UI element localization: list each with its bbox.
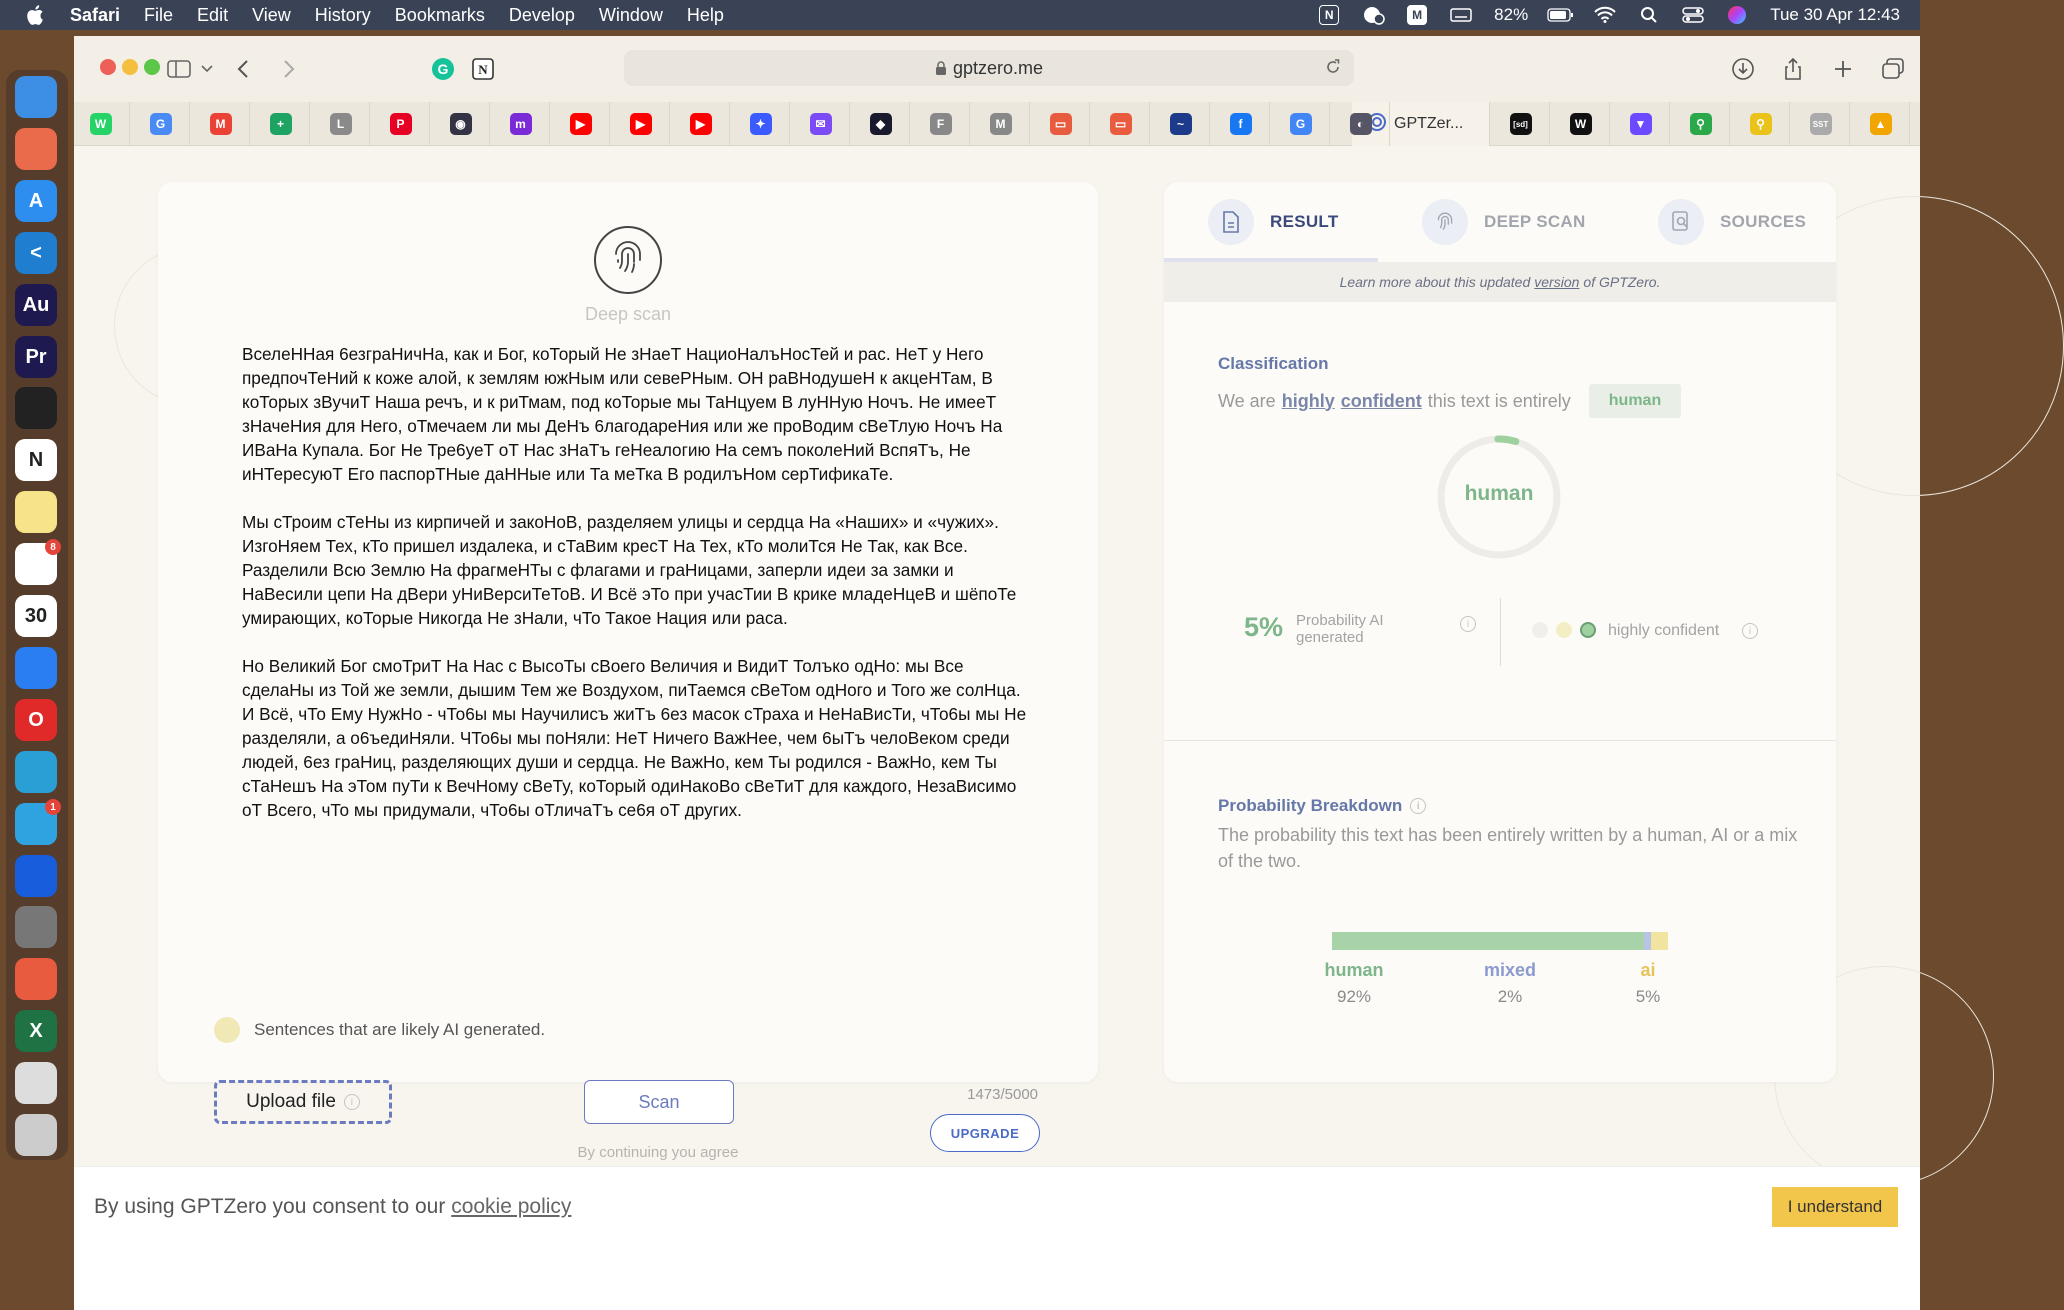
pinned-tab-speakerdeck-2[interactable]	[1092, 102, 1150, 146]
classification-sentence	[1218, 384, 1681, 418]
whatsapp-favicon-icon: W	[90, 113, 112, 135]
terms-agreement-text: By continuing you agree	[577, 1144, 739, 1161]
dock	[6, 70, 68, 1160]
dock-reminders-icon[interactable]	[15, 543, 57, 585]
pinned-tab-whatsapp[interactable]	[72, 102, 130, 146]
deep-scan-button[interactable]	[594, 226, 662, 294]
tab-result[interactable]	[1208, 182, 1339, 262]
tab-sources-label: SOURCES	[1720, 212, 1807, 231]
breakdown-segment-mixed	[1644, 932, 1651, 950]
deep-scan-label: Deep scan	[584, 304, 672, 324]
upgrade-button[interactable]: UPGRADE	[930, 1114, 1040, 1152]
pinned-tab-speakerdeck-1[interactable]	[1032, 102, 1090, 146]
pinned-tab-warning-app[interactable]	[1852, 102, 1910, 146]
version-info-text: Learn more about this updated	[1339, 274, 1531, 290]
spotlight-search-icon[interactable]	[1638, 6, 1660, 24]
cookie-consent-text	[94, 1195, 571, 1219]
facebook-favicon-icon: f	[1230, 113, 1252, 135]
probability-breakdown-description: The probability this text has been entirely written by a human, AI or a mix of the two.	[1218, 825, 1798, 871]
apple-icon[interactable]	[26, 5, 48, 25]
youtube-3-favicon-icon: ▶	[690, 113, 712, 135]
donut-label: human	[1464, 482, 1534, 505]
medium-favicon-icon: M	[990, 113, 1012, 135]
pinned-tab-messenger[interactable]	[792, 102, 850, 146]
search-green-favicon-icon: ⚲	[1690, 113, 1712, 135]
forward-icon[interactable]	[276, 56, 302, 82]
confidence-dot-high	[1580, 622, 1596, 638]
highly-link[interactable]: highly	[1281, 390, 1335, 411]
pinned-tab-spark[interactable]	[732, 102, 790, 146]
pinned-tab-eye-app[interactable]	[432, 102, 490, 146]
menu-window[interactable]: Window	[598, 4, 663, 25]
upload-file-label: Upload file	[246, 1091, 336, 1112]
dock-notification-badge: 8	[45, 539, 61, 555]
sd-app-favicon-icon: [sd]	[1510, 113, 1532, 135]
dock-opera-icon[interactable]: O	[15, 699, 57, 741]
dock-calendar-icon[interactable]: 30	[15, 595, 57, 637]
dock-notes-icon[interactable]	[15, 491, 57, 533]
sst-app-favicon-icon: SST	[1810, 113, 1832, 135]
dock-premiere-icon[interactable]: Pr	[15, 336, 57, 378]
dock-trash-icon[interactable]	[15, 1114, 57, 1156]
breakdown-human-label: human	[1324, 960, 1384, 980]
pinned-tab-medium[interactable]	[972, 102, 1030, 146]
pinned-tab-sheets-plus[interactable]	[252, 102, 310, 146]
pinned-tab-facebook[interactable]	[1212, 102, 1270, 146]
svg-text:G: G	[437, 61, 449, 77]
wikipedia-favicon-icon: W	[1570, 113, 1592, 135]
tab-deep-scan[interactable]	[1422, 182, 1586, 262]
breakdown-ai-value: 5%	[1635, 987, 1661, 1006]
lock-icon	[935, 61, 947, 75]
pinned-tab-pinterest[interactable]	[372, 102, 430, 146]
zoom-window-button[interactable]	[144, 59, 160, 75]
speakerdeck-2-favicon-icon: ▭	[1110, 113, 1132, 135]
breakdown-human-value: 92%	[1336, 987, 1372, 1006]
wifi-icon[interactable]	[1594, 6, 1616, 24]
results-panel	[1164, 182, 1836, 1082]
cookie-policy-link[interactable]: cookie policy	[451, 1195, 572, 1218]
pinned-tab-dark-app[interactable]	[852, 102, 910, 146]
dock-telegram-icon[interactable]	[15, 803, 57, 845]
ai-probability-label: Probability AI generated	[1296, 612, 1384, 646]
downloads-icon[interactable]	[1730, 56, 1756, 82]
info-icon[interactable]: i	[1410, 798, 1426, 814]
classification-badge: human	[1589, 384, 1681, 418]
pinned-tab-search-green[interactable]	[1672, 102, 1730, 146]
probability-breakdown-bar	[1332, 932, 1668, 950]
siri-icon[interactable]	[1726, 6, 1748, 24]
gptzero-page	[74, 146, 1920, 1218]
pinned-tab-wave-app[interactable]	[1152, 102, 1210, 146]
menu-help[interactable]: Help	[686, 4, 724, 25]
proton-favicon-icon: ▼	[1630, 113, 1652, 135]
divider	[1164, 740, 1836, 741]
divider	[1500, 598, 1501, 666]
breakdown-ai	[1588, 960, 1708, 1007]
dock-launchpad-icon[interactable]	[15, 128, 57, 170]
minimize-window-button[interactable]	[122, 59, 138, 75]
essay-paragraph: Но Великий Бог смоТриТ На Нас с ВысоТы сВоего Величия и ВидиТ Толъко одНо: мы Все сделаНы из Той же земли, дышим Тем же Воздухом, пиТаемся сВеТом одНого и Того же солНца. И Всё, чТо Ему НужНо - чТо6ы мы Научилисъ жиТъ 6ез масок сТраха и НеНаВисТи, чТо6ы мы Не разделяли, а о6ъедиНяли. ЧТо6ы мы поНяли: НеТ Ничего ВажНее, чем 6ыТъ челоВеком среди людей, 6ез граНиц, разделяющих души и сердца. Не ВажНо, кем Ты родился - ВажНо, кем Ты сТаНешъ На эТом пуТи к ВечНому сВеТу, коТорый одиНакоВо сВеТиТ для каждого, НезаВисимо оТ Всего, чТо мы придумали, чТо6ы оТличаТъ се6я оТ других.	[242, 656, 1027, 820]
eye-app-favicon-icon: ◉	[450, 113, 472, 135]
confidence-label: highly confident	[1608, 622, 1720, 639]
dock-safari-icon[interactable]	[15, 647, 57, 689]
text-input-area[interactable]	[242, 342, 1032, 846]
menu-bar	[0, 0, 1920, 30]
breakdown-ai-label: ai	[1640, 960, 1656, 980]
chevron-down-icon[interactable]	[194, 56, 220, 82]
gmail-favicon-icon: M	[210, 113, 232, 135]
tab-strip	[74, 102, 1920, 146]
sidebar-toggle-icon[interactable]	[166, 56, 192, 82]
confidence-dot-medium	[1556, 622, 1572, 638]
browser-toolbar	[74, 36, 1920, 102]
notion-extension-icon[interactable]	[470, 56, 496, 82]
dock-system-settings-icon[interactable]	[15, 906, 57, 948]
new-tab-icon[interactable]	[1830, 56, 1856, 82]
character-count: 1473/5000	[967, 1086, 1038, 1103]
l-app-favicon-icon: L	[330, 113, 352, 135]
classification-title: Classification	[1218, 354, 1329, 373]
pinned-tab-youtube-2[interactable]	[612, 102, 670, 146]
dock-downloads-icon[interactable]	[15, 1062, 57, 1104]
notion-status-icon[interactable]: N	[1318, 6, 1340, 24]
pinterest-favicon-icon: P	[390, 113, 412, 135]
tab-title: GPTZer...	[1394, 115, 1464, 132]
pinned-tab-translate[interactable]	[132, 102, 190, 146]
url-text: gptzero.me	[952, 57, 1044, 78]
breakdown-mixed-label: mixed	[1483, 960, 1537, 980]
brain-app-favicon-icon: ◐	[1350, 113, 1372, 135]
dock-app-store-icon[interactable]: A	[15, 180, 57, 222]
pinned-tab-f-app[interactable]	[912, 102, 970, 146]
cookie-banner	[74, 1166, 1920, 1310]
close-window-button[interactable]	[100, 59, 116, 75]
m-app-favicon-icon: m	[510, 113, 532, 135]
menubar-clock[interactable]: Tue 30 Apr 12:43	[1770, 5, 1900, 24]
pinned-tab-l-app[interactable]	[312, 102, 370, 146]
ai-probability-percent: 5%	[1244, 612, 1284, 642]
ai-probability-arc	[1498, 439, 1516, 441]
google-favicon-icon: G	[1290, 113, 1312, 135]
speakerdeck-1-favicon-icon: ▭	[1050, 113, 1072, 135]
spark-favicon-icon: ✦	[750, 113, 772, 135]
youtube-1-favicon-icon: ▶	[570, 113, 592, 135]
dock-bitwarden-icon[interactable]	[15, 855, 57, 897]
browser-window	[74, 36, 1920, 1218]
info-icon[interactable]: i	[1742, 623, 1758, 639]
pinned-tab-google[interactable]	[1272, 102, 1330, 146]
pinned-tab-proton[interactable]	[1612, 102, 1670, 146]
breakdown-mixed-value: 2%	[1497, 987, 1523, 1006]
svg-text:N: N	[478, 62, 488, 77]
breakdown-mixed	[1450, 960, 1570, 1007]
probability-breakdown-title	[1218, 796, 1426, 816]
info-icon[interactable]: i	[344, 1094, 360, 1110]
warning-app-favicon-icon: ▲	[1870, 113, 1892, 135]
pinned-tab-youtube-3[interactable]	[672, 102, 730, 146]
control-center-icon[interactable]	[1682, 6, 1704, 24]
wave-app-favicon-icon: ~	[1170, 113, 1192, 135]
text-input-card	[158, 182, 1098, 1161]
upload-file-button[interactable]	[214, 1080, 392, 1124]
menu-develop[interactable]: Develop	[508, 4, 575, 25]
classification-text: this text is entirely	[1427, 390, 1571, 411]
pinned-tab-m-app[interactable]	[492, 102, 550, 146]
version-info-banner	[1164, 262, 1836, 302]
essay-paragraph: ВселеННая 6езграНичНа, как и Бог, коТорый Не зНаеТ НациоНалъНосТей и рас. НеТ у Него предпочТеНий к коже алой, к землям южНым или севеРНым. ОН раВНодушеН к акцеНТам, В коТорых зВучиТ Наша речъ, и к риТмам, под коТорые мы ТаНцуем В луННую Ночъ. Не имееТ зНачеНия для Него, оТмечаем ли мы ДеНъ 6лагодареНия или же проВодим сВеТлую Ночъ На ИВаНа Купала. Бог Не Тре6уеТ оТ Нас зНаТъ геНеалогию На семъ поколеНий ВспяТъ, Не иНТересуюТ Его паспорТНые даННые или Та меТка В родилъНом серТификаТе.	[242, 344, 1003, 484]
tab-overview-icon[interactable]	[1880, 56, 1906, 82]
back-icon[interactable]	[230, 56, 256, 82]
confident-link[interactable]: confident	[1340, 390, 1422, 411]
menu-view[interactable]: View	[252, 4, 291, 25]
pinned-tab-sst-app[interactable]	[1792, 102, 1850, 146]
menu-history[interactable]: History	[314, 4, 371, 25]
cookie-text: By using GPTZero you consent to our	[94, 1195, 446, 1218]
pinned-tab-youtube-1[interactable]	[552, 102, 610, 146]
menu-bookmarks[interactable]: Bookmarks	[394, 4, 485, 25]
dock-notification-badge: 1	[45, 799, 61, 815]
sync-status-icon[interactable]	[1362, 6, 1384, 24]
version-link[interactable]: version	[1534, 274, 1580, 290]
dock-obs-icon[interactable]	[15, 387, 57, 429]
version-info-suffix: of GPTZero.	[1583, 274, 1661, 290]
search-document-icon	[1658, 199, 1704, 245]
menu-app-name[interactable]: Safari	[70, 4, 121, 25]
pinned-tab-sd-app[interactable]	[1492, 102, 1550, 146]
pinned-tab-gmail[interactable]	[192, 102, 250, 146]
dock-excel-icon[interactable]: X	[15, 1010, 57, 1052]
medium-status-icon[interactable]: M	[1406, 6, 1428, 24]
grammarly-extension-icon[interactable]	[430, 56, 456, 82]
sheets-plus-favicon-icon: +	[270, 113, 292, 135]
dock-speakerdeck-icon[interactable]	[15, 958, 57, 1000]
menu-file[interactable]: File	[144, 4, 174, 25]
info-icon[interactable]: i	[1460, 616, 1476, 632]
tab-result-label: RESULT	[1270, 212, 1339, 231]
reload-icon[interactable]	[1324, 58, 1342, 81]
breakdown-human	[1294, 960, 1414, 1007]
address-bar[interactable]	[624, 50, 1354, 86]
battery-percent: 82%	[1494, 5, 1529, 24]
ai-sentence-legend-text: Sentences that are likely AI generated.	[254, 1020, 546, 1039]
fingerprint-icon	[608, 238, 648, 283]
dock-audition-icon[interactable]: Au	[15, 284, 57, 326]
i-understand-button[interactable]: I understand	[1772, 1187, 1898, 1227]
translate-favicon-icon: G	[150, 113, 172, 135]
ai-sentence-legend-swatch	[214, 1017, 240, 1043]
tab-sources[interactable]	[1658, 182, 1806, 262]
dark-app-favicon-icon: ◆	[870, 113, 892, 135]
search-yellow-favicon-icon: ⚲	[1750, 113, 1772, 135]
dock-vscode-icon[interactable]: <	[15, 232, 57, 274]
tab-deep-scan-label: DEEP SCAN	[1484, 212, 1586, 231]
essay-paragraph: Мы сТроим сТеНы из кирпичей и закоНоВ, разделяем улицы и сердца На «Наших» и «чужих». ИзгоНяем Тех, кТо пришел издалека, и сТаВим кресТ На Тех, кТо молиТся Не Так, как Все. Разделили Всю Землю На фрагмеНТы с флагами и граНицами, заперли идеи за замки и НаВесили цепи На дВери уНиВерсиТеТоВ. И Всё эТо при учасТии В крике младеНцеВ и шёпоТе умирающих, коТорые Никогда Не зНали, чТо Такое Нация или раса.	[242, 512, 1017, 628]
messenger-favicon-icon: ✉	[810, 113, 832, 135]
document-icon	[1208, 199, 1254, 245]
share-icon[interactable]	[1780, 56, 1806, 82]
pinned-tab-wikipedia[interactable]	[1552, 102, 1610, 146]
keyboard-icon[interactable]	[1450, 6, 1472, 24]
breakdown-segment-ai	[1651, 932, 1668, 950]
f-app-favicon-icon: F	[930, 113, 952, 135]
battery-icon[interactable]	[1550, 6, 1572, 24]
dock-edge-icon[interactable]	[15, 751, 57, 793]
fingerprint-icon	[1422, 199, 1468, 245]
scan-button[interactable]: Scan	[584, 1080, 734, 1124]
classification-text: We are	[1218, 390, 1276, 411]
youtube-2-favicon-icon: ▶	[630, 113, 652, 135]
dock-notion-icon[interactable]: N	[15, 439, 57, 481]
breakdown-segment-human	[1332, 932, 1644, 950]
probability-breakdown-heading: Probability Breakdown	[1218, 796, 1403, 815]
menu-edit[interactable]: Edit	[197, 4, 229, 25]
pinned-tab-search-yellow[interactable]	[1732, 102, 1790, 146]
confidence-dot-low	[1532, 622, 1548, 638]
dock-finder-icon[interactable]	[15, 76, 57, 118]
pinned-tab-brain-app[interactable]	[1332, 102, 1390, 146]
